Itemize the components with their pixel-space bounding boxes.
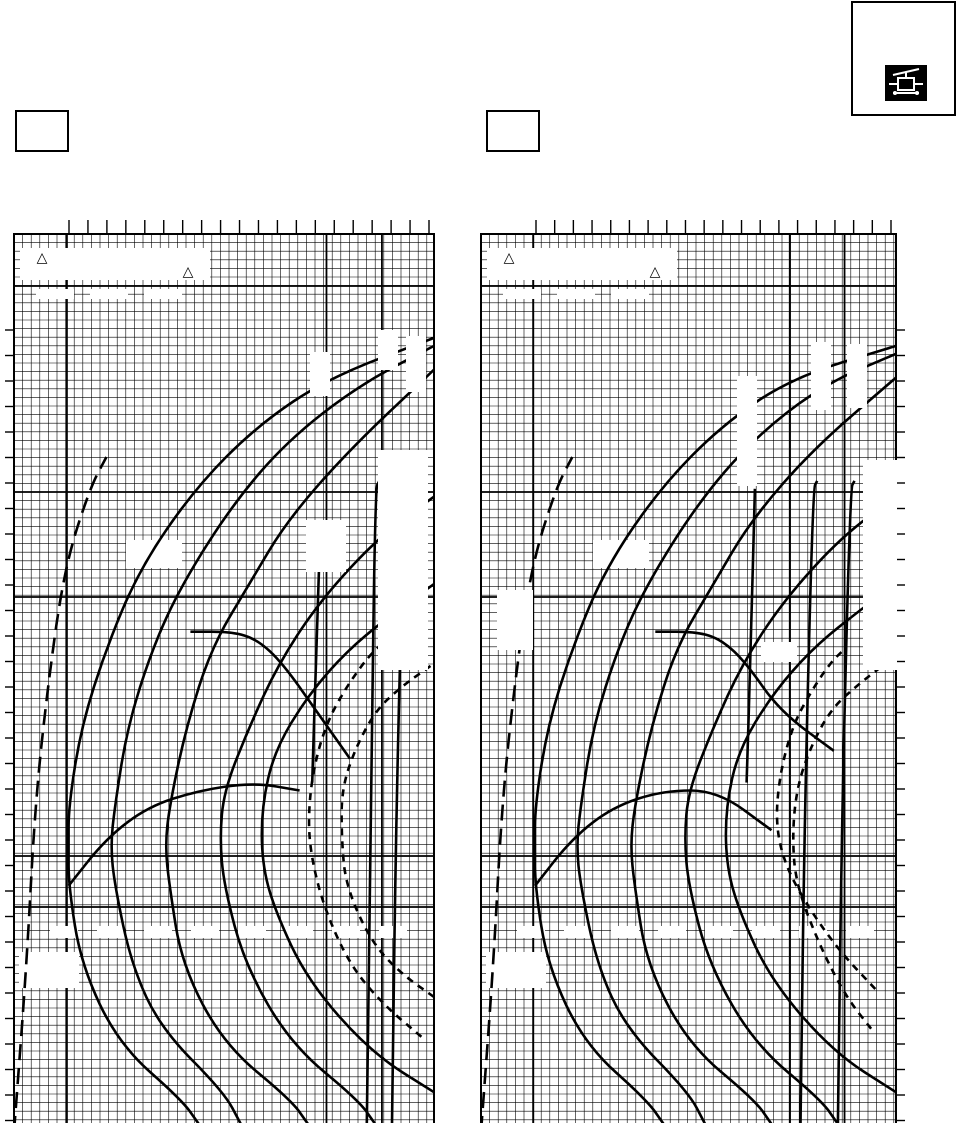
label-gap <box>863 460 897 670</box>
header-label-gap <box>90 289 128 299</box>
legend-marker-triangle: △ <box>649 264 661 280</box>
series-curve-dashed <box>342 664 434 998</box>
label-gap <box>611 926 639 938</box>
label-gap <box>379 926 407 938</box>
label-gap <box>19 952 79 988</box>
label-gap <box>658 926 686 938</box>
legend <box>487 248 677 299</box>
label-gap <box>752 926 780 938</box>
series-curve-solid <box>801 481 818 1123</box>
label-gap <box>306 520 346 572</box>
legend-box <box>487 248 677 280</box>
label-gap <box>737 376 757 486</box>
top-scale <box>69 220 429 234</box>
label-gap <box>406 336 426 392</box>
label-gap <box>191 926 219 938</box>
label-gap <box>285 926 313 938</box>
label-gap <box>811 342 831 410</box>
label-gap <box>846 926 874 938</box>
series-curve-solid <box>578 354 897 1123</box>
chart-panel-left <box>5 220 434 1123</box>
legend-marker-triangle: △ <box>503 250 515 266</box>
legend-marker-triangle: △ <box>36 250 48 266</box>
legend-box <box>20 248 210 280</box>
series-curve-solid <box>838 481 855 1123</box>
label-gap <box>761 642 797 662</box>
header-label-gap <box>611 289 649 299</box>
label-gap <box>310 352 330 396</box>
series-curve-solid <box>535 346 896 1123</box>
label-gap <box>238 926 266 938</box>
label-gap <box>847 344 867 408</box>
label-gap <box>486 952 546 988</box>
label-gaps <box>486 540 874 988</box>
series-group <box>14 338 434 1123</box>
header-label-gap <box>557 289 595 299</box>
chart-panel-right <box>481 220 905 1123</box>
series-curve-solid <box>367 481 380 1123</box>
side-scale <box>5 330 14 1121</box>
top-scale <box>536 220 891 234</box>
label-gap <box>497 590 533 650</box>
label-gap <box>144 926 172 938</box>
legend <box>20 248 210 299</box>
label-gap <box>50 926 78 938</box>
header-label-gap <box>36 289 74 299</box>
label-gap <box>378 450 428 670</box>
side-scale <box>896 330 905 1121</box>
legend-marker-triangle: △ <box>182 264 194 280</box>
grid <box>481 234 896 1123</box>
header-label-gap <box>503 289 541 299</box>
header-label-gap <box>144 289 182 299</box>
label-gap <box>705 926 733 938</box>
label-gap <box>378 330 398 370</box>
label-gap <box>126 540 182 568</box>
label-gap <box>564 926 592 938</box>
series-curve-long-dashed <box>14 457 106 1123</box>
label-gap <box>97 926 125 938</box>
